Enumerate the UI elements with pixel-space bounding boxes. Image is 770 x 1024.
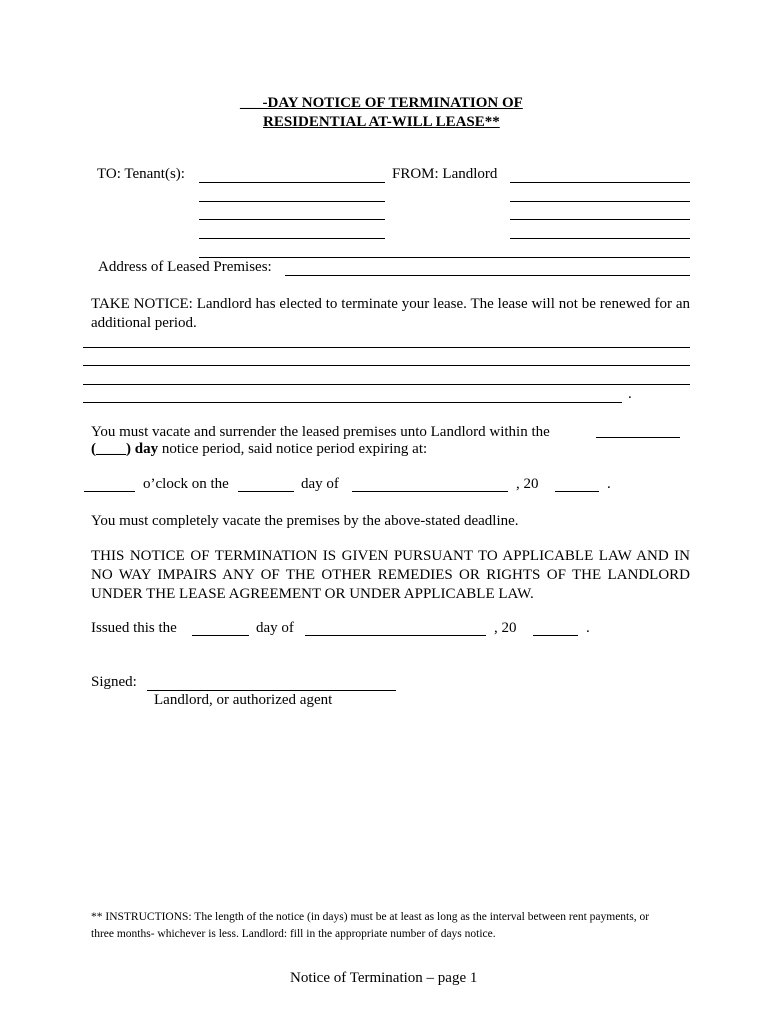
- deadline-text: You must completely vacate the premises by the above-stated deadline.: [91, 513, 519, 529]
- address-line[interactable]: [285, 275, 690, 276]
- oclock-blank[interactable]: [84, 491, 135, 492]
- title-line-1: ___-DAY NOTICE OF TERMINATION OF: [240, 95, 523, 111]
- separator-line: [199, 257, 690, 258]
- days-blank-bold: (____) day: [91, 441, 159, 457]
- signature-caption: Landlord, or authorized agent: [154, 692, 333, 708]
- address-label: Address of Leased Premises:: [98, 259, 272, 275]
- expiry-period: .: [607, 476, 611, 492]
- tenant-line-4[interactable]: [199, 238, 385, 239]
- issued-year-prefix: , 20: [494, 620, 517, 636]
- notice-line-1[interactable]: [83, 347, 690, 348]
- title-line-2: RESIDENTIAL AT-WILL LEASE**: [263, 114, 500, 130]
- issued-label: Issued this the: [91, 620, 177, 636]
- tenant-label: TO: Tenant(s):: [97, 166, 185, 182]
- signed-label: Signed:: [91, 674, 137, 690]
- notice-period-mark: .: [628, 386, 632, 402]
- issued-day-of-label: day of: [256, 620, 294, 636]
- signature-line[interactable]: [147, 690, 396, 691]
- tenant-line-1[interactable]: [199, 182, 385, 183]
- take-notice-text: TAKE NOTICE: Landlord has elected to terminate your lease. The lease will not be renewed for an additional period.: [91, 296, 690, 331]
- landlord-line-3[interactable]: [510, 219, 690, 220]
- page-footer: Notice of Termination – page 1: [290, 970, 478, 986]
- instructions-text: ** INSTRUCTIONS: The length of the notice (in days) must be at least as long as the interval between rent payments, or three months- whichever is less. Landlord: fill in the appropriate number of days notice.: [91, 911, 650, 940]
- landlord-line-2[interactable]: [510, 201, 690, 202]
- notice-line-2[interactable]: [83, 365, 690, 366]
- tenant-line-2[interactable]: [199, 201, 385, 202]
- expiry-year-blank[interactable]: [555, 491, 599, 492]
- landlord-line-1[interactable]: [510, 182, 690, 183]
- notice-line-4[interactable]: [83, 402, 622, 403]
- oclock-label: o’clock on the: [143, 476, 229, 492]
- issued-day-blank[interactable]: [192, 635, 249, 636]
- landlord-label: FROM: Landlord: [392, 166, 498, 182]
- expiry-day-of-label: day of: [301, 476, 339, 492]
- landlord-line-4[interactable]: [510, 238, 690, 239]
- vacate-paragraph: [91, 423, 594, 442]
- notice-line-3[interactable]: [83, 384, 690, 385]
- issued-month-blank[interactable]: [305, 635, 486, 636]
- expiry-month-blank[interactable]: [352, 491, 508, 492]
- vacate-text-2: notice period, said notice period expiring at:: [158, 441, 428, 457]
- expiry-year-prefix: , 20: [516, 476, 539, 492]
- issued-period: .: [586, 620, 590, 636]
- vacate-blank[interactable]: [596, 437, 680, 438]
- tenant-line-3[interactable]: [199, 219, 385, 220]
- expiry-day-blank[interactable]: [238, 491, 294, 492]
- legal-paragraph: THIS NOTICE OF TERMINATION IS GIVEN PURSUANT TO APPLICABLE LAW AND IN NO WAY IMPAIRS ANY OF THE OTHER REMEDIES OR RIGHTS OF THE LANDLORD UNDER THE LEASE AGREEMENT OR UNDER APPLICABLE LAW.: [91, 548, 690, 602]
- vacate-line-2: [91, 441, 427, 458]
- issued-year-blank[interactable]: [533, 635, 578, 636]
- vacate-text-1: You must vacate and surrender the leased premises unto Landlord within the: [91, 424, 550, 440]
